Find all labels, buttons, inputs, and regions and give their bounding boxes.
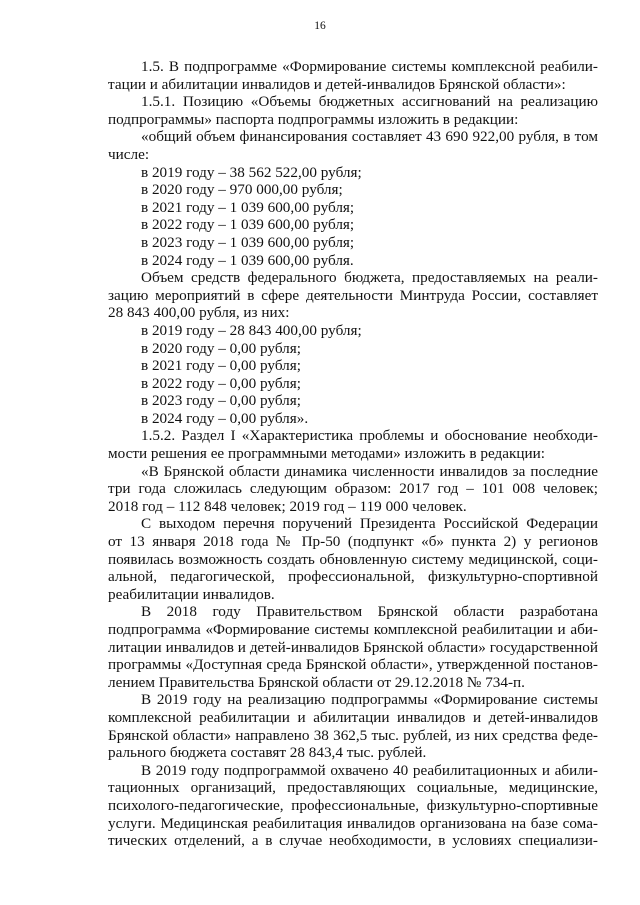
text-line: в 2023 году – 0,00 рубля; (141, 392, 301, 410)
text-line: рального бюджета составят 28 843,4 тыс. рублей. (108, 744, 427, 762)
text-line: мости решения ее программными методами» изложить в редакции: (108, 445, 545, 463)
text-line: в 2024 году – 1 039 600,00 рубля. (141, 251, 354, 269)
text-line: 1.5.1. Позицию «Объемы бюджетных ассигнований на реализацию (141, 93, 598, 111)
text-line: появилась возможность создать обновленную систему медицинской, соци- (108, 550, 598, 568)
text-line: услуги. Медицинская реабилитация инвалидов организована на базе сома- (108, 814, 598, 832)
text-line: в 2024 году – 0,00 рубля». (141, 409, 309, 427)
text-line: тационных организаций, предоставляющих социальные, медицинские, (108, 779, 598, 797)
text-line: в 2022 году – 0,00 рубля; (141, 374, 301, 392)
text-line: программы «Доступная среда Брянской области», утвержденной постанов- (108, 656, 598, 674)
text-line: литации инвалидов и детей-инвалидов Брянской области» государственной (108, 638, 598, 656)
text-line: лением Правительства Брянской области от 29.12.2018 № 734-п. (108, 673, 525, 691)
text-line: три года сложилась следующим образом: 2017 год – 101 008 человек; (108, 480, 598, 498)
text-line: реабилитации инвалидов. (108, 585, 275, 603)
text-line: Брянской области» направлено 38 362,5 тыс. рублей, из них средства феде- (108, 726, 598, 744)
text-line: в 2023 году – 1 039 600,00 рубля; (141, 233, 355, 251)
text-line: в 2021 году – 0,00 рубля; (141, 357, 301, 375)
text-line: «В Брянской области динамика численности инвалидов за последние (141, 462, 598, 480)
text-line: альной, педагогической, профессиональной, физкультурно-спортивной (108, 568, 598, 586)
text-line: зацию мероприятий в сфере деятельности Минтруда России, составляет (108, 286, 598, 304)
page-number: 16 (314, 20, 326, 32)
text-line: 1.5. В подпрограмме «Формирование системы комплексной реабили- (141, 58, 598, 75)
text-line: В 2018 году Правительством Брянской области разработана (141, 603, 598, 621)
text-line: в 2021 году – 1 039 600,00 рубля; (141, 198, 355, 216)
text-line: подпрограммы» паспорта подпрограммы изложить в редакции: (108, 110, 519, 128)
text-line: комплексной реабилитации и абилитации инвалидов и детей-инвалидов (108, 708, 598, 726)
text-line: тации и абилитации инвалидов и детей-инвалидов Брянской области»: (108, 75, 566, 93)
text-line: в 2020 году – 970 000,00 рубля; (141, 181, 343, 199)
text-line: 1.5.2. Раздел I «Характеристика проблемы и обоснование необходи- (141, 427, 598, 445)
text-line: тических отделений, а в случае необходимости, в условиях специализи- (108, 832, 598, 850)
text-line: в 2019 году – 38 562 522,00 рубля; (141, 163, 362, 181)
text-line: от 13 января 2018 года № Пр-50 (подпункт «б» пункта 2) у регионов (108, 533, 598, 551)
text-line: «общий объем финансирования составляет 43 690 922,00 рубля, в том (141, 128, 598, 146)
text-line: С выходом перечня поручений Президента Российской Федерации (141, 515, 598, 533)
text-line: подпрограмма «Формирование системы комплексной реабилитации и аби- (108, 621, 598, 638)
text-line: числе: (108, 145, 150, 163)
text-line: В 2019 году подпрограммой охвачено 40 реабилитационных и абили- (141, 761, 598, 779)
text-line: в 2022 году – 1 039 600,00 рубля; (141, 216, 355, 234)
text-line: 2018 год – 112 848 человек; 2019 год – 119 000 человек. (108, 497, 467, 515)
text-line: психолого-педагогические, профессиональные, физкультурно-спортивные (108, 796, 598, 814)
text-line: в 2019 году – 28 843 400,00 рубля; (141, 321, 362, 339)
text-line: 28 843 400,00 рубля, из них: (108, 304, 290, 322)
text-line: Объем средств федерального бюджета, предоставляемых на реали- (141, 269, 598, 287)
text-line: В 2019 году на реализацию подпрограммы «Формирование системы (141, 691, 598, 709)
text-line: в 2020 году – 0,00 рубля; (141, 339, 301, 357)
body-text (108, 58, 598, 850)
